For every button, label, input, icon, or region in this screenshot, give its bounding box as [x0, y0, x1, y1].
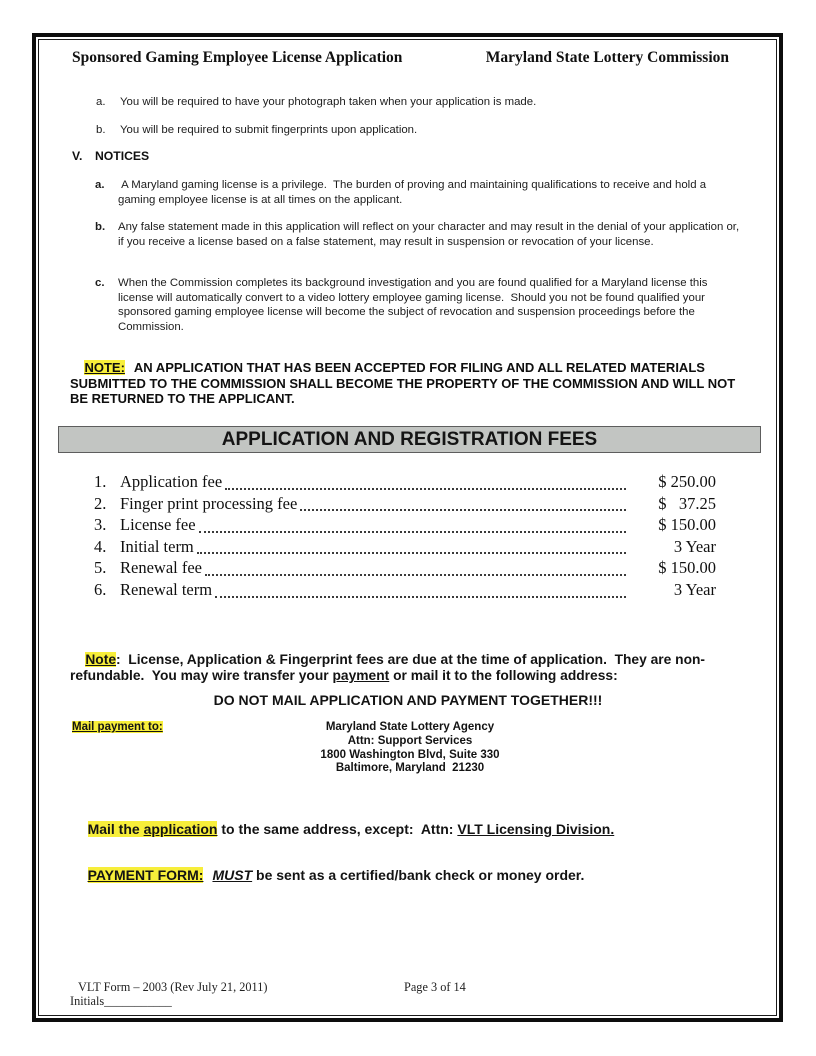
fee-row: [94, 472, 716, 494]
mail-application-start: Mail the: [87, 821, 144, 837]
fee-row: [94, 515, 716, 537]
fee-label: License fee: [120, 515, 196, 535]
fee-note-tail: or mail it to the following address:: [389, 668, 618, 684]
payment-form-text: be sent as a certified/bank check or money order.: [252, 867, 585, 883]
fee-value: 3 Year: [673, 579, 716, 599]
note-paragraph: [70, 345, 742, 421]
notice-text: Any false statement made in this application will reflect on your character and may result in the denial of your application or, if you receive a license based on a false statement, may result in suspension or revocation of your license.: [118, 221, 743, 248]
fee-value: $ 150.00: [658, 515, 716, 535]
fee-number: 6.: [94, 579, 107, 599]
notice-item-b: [95, 220, 743, 249]
notices-section-heading: [72, 149, 149, 163]
notice-marker: c.: [95, 277, 105, 289]
must-word: MUST: [212, 867, 253, 883]
fee-value: $ 250.00: [658, 472, 716, 491]
notice-item-a: [95, 178, 743, 207]
address-line: Maryland State Lottery Agency: [325, 721, 495, 733]
payment-form-line: [72, 851, 772, 899]
section-title: NOTICES: [95, 149, 150, 163]
address-line: Attn: Support Services: [347, 734, 473, 747]
mail-application-line: [72, 805, 772, 853]
fees-section-bar: [58, 426, 761, 453]
fee-label: Initial term: [120, 536, 194, 556]
fee-number: 1.: [94, 472, 107, 491]
notice-marker: a.: [95, 179, 105, 191]
fee-note-text: : License, Application & Fingerprint fees are due at the time of application. They are non-refundable. You may wire transfer your: [70, 652, 706, 684]
fee-value: $ 150.00: [658, 558, 716, 578]
document-header: [72, 49, 729, 67]
fee-dotted-leader: [205, 574, 626, 576]
fee-dotted-leader: [215, 596, 626, 598]
footer-page-number: Page 3 of 14: [404, 980, 466, 994]
fee-row: [94, 537, 716, 559]
fee-label: Renewal term: [120, 579, 213, 599]
footer-initials: Initials___________: [70, 994, 172, 1008]
vlt-division-underlined: VLT Licensing Division.: [457, 821, 615, 837]
fee-number: 5.: [94, 558, 107, 578]
fee-dotted-leader: [300, 509, 626, 511]
fees-list: [94, 472, 716, 602]
fee-value: 3 Year: [673, 536, 716, 556]
note-text: AN APPLICATION THAT HAS BEEN ACCEPTED FOR FILING AND ALL RELATED MATERIALS SUBMITTED TO THE COMMISSION SHALL BECOME THE PROPERTY OF THE COMMISSION AND WILL NOT BE RETURNED TO THE APPLICANT.: [70, 360, 739, 406]
address-line: Baltimore, Maryland 21230: [335, 762, 485, 775]
fee-label: Application fee: [120, 472, 223, 491]
note-label: NOTE:: [84, 360, 125, 376]
notice-text: When the Commission completes its background investigation and you are found qualified for a Maryland license this license will automatically convert to a video lottery employee gaming license. Should you not be found qualified your sponsored gaming employee license will become the subject of revocation and suspension proceedings before the Commission.: [118, 277, 711, 333]
fee-number: 3.: [94, 515, 107, 535]
mail-payment-label: [72, 721, 163, 733]
intro-item-text: You will be required to submit fingerprints upon application.: [120, 124, 418, 136]
mail-application-highlight: [88, 821, 218, 837]
intro-item-b: [96, 123, 696, 137]
fee-label: Finger print processing fee: [120, 493, 298, 513]
intro-item-marker: a.: [96, 96, 106, 108]
payment-underlined-word: payment: [332, 668, 390, 684]
fee-number: 2.: [94, 493, 107, 513]
header-right-title: Maryland State Lottery Commission: [485, 49, 729, 66]
fee-dotted-leader: [225, 488, 626, 490]
section-marker: V.: [72, 149, 83, 163]
fee-value: $ 37.25: [658, 493, 716, 513]
do-not-mail-warning: DO NOT MAIL APPLICATION AND PAYMENT TOGETHER!!!: [213, 692, 603, 708]
fee-row: [94, 494, 716, 516]
payment-address-block: [160, 721, 660, 776]
header-left-title: Sponsored Gaming Employee License Application: [72, 49, 403, 66]
notice-item-c: [95, 276, 743, 334]
fee-number: 4.: [94, 536, 107, 556]
notice-marker: b.: [95, 221, 106, 233]
fee-note-label: Note: [85, 652, 117, 668]
notice-text: A Maryland gaming license is a privilege. The burden of proving and maintaining qualifications to receive and hold a gaming employee license is at all times on the applicant.: [118, 179, 710, 206]
payment-form-label: PAYMENT FORM:: [87, 867, 204, 883]
intro-item-a: [96, 95, 696, 109]
fee-label: Renewal fee: [120, 558, 202, 578]
fee-row: [94, 580, 716, 602]
mail-payment-label-text: Mail payment to:: [72, 721, 163, 733]
fee-row: [94, 558, 716, 580]
fees-section-title: APPLICATION AND REGISTRATION FEES: [221, 428, 598, 450]
application-underlined-word: application: [143, 821, 218, 837]
intro-item-marker: b.: [96, 124, 106, 136]
footer-form-id: VLT Form – 2003 (Rev July 21, 2011): [78, 980, 268, 994]
fee-dotted-leader: [197, 552, 626, 554]
address-line: 1800 Washington Blvd, Suite 330: [320, 748, 500, 761]
mail-application-middle: to the same address, except: Attn:: [217, 821, 458, 837]
fee-dotted-leader: [199, 531, 626, 533]
intro-item-text: You will be required to have your photograph taken when your application is made.: [120, 96, 537, 108]
